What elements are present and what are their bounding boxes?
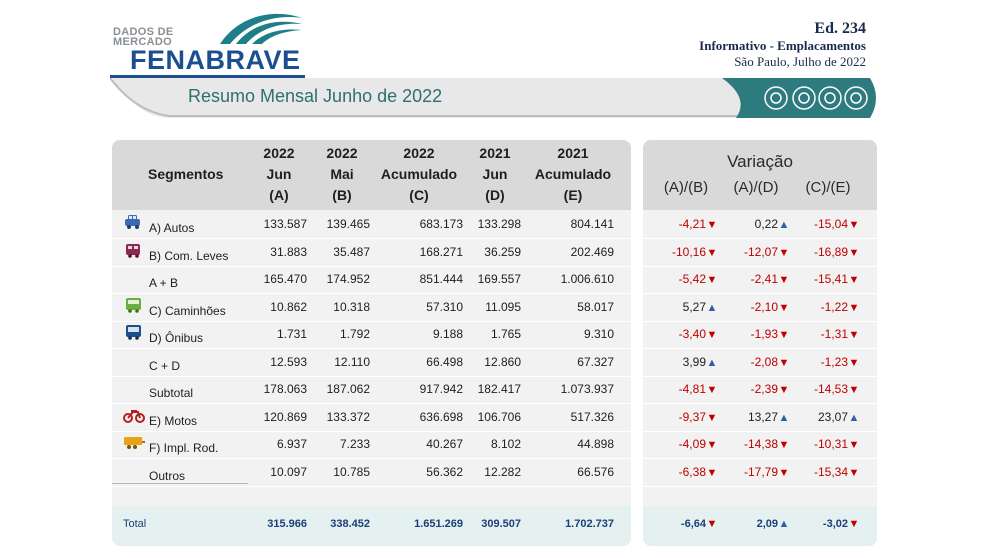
cell-value: 1.006.610 [560,272,614,286]
variation-value: -10,16▼ [671,245,718,259]
total-label: Total [123,518,147,530]
total-variation-value: -3,02▼ [822,518,860,530]
cell-value: 10.318 [333,300,370,314]
cell-value: 804.141 [570,217,614,231]
cell-value: 139.465 [326,217,370,231]
bus-icon [123,324,145,340]
arrow-down-icon: ▼ [848,439,860,451]
variation-value: -4,09▼ [678,437,718,451]
variation-value: -1,23▼ [820,355,860,369]
cell-value: 1.731 [276,327,307,341]
arrow-down-icon: ▼ [848,302,860,314]
segment-label: E) Motos [149,414,198,428]
variation-value: -2,41▼ [750,272,790,286]
total-value-d: 309.507 [481,518,521,530]
arrow-down-icon: ▼ [848,247,860,259]
variation-value: -15,41▼ [813,272,860,286]
arrow-down-icon: ▼ [848,219,860,231]
variation-value: -17,79▼ [743,465,790,479]
cell-value: 106.706 [477,410,521,424]
segment-label: C) Caminhões [149,304,226,318]
variation-value: -2,39▼ [750,382,790,396]
variation-value: -1,22▼ [820,300,860,314]
segment-label: D) Ônibus [149,331,204,345]
arrow-up-icon: ▲ [706,302,718,314]
variation-value: -4,81▼ [678,382,718,396]
variation-header-bg [643,140,877,210]
outros-separator [112,483,248,484]
segment-label: Subtotal [149,386,194,400]
cell-value: 169.557 [477,272,521,286]
column-header-c: 2022 Acumulado (C) [380,145,458,203]
cell-value: 1.073.937 [560,382,614,396]
arrow-down-icon: ▼ [778,439,790,451]
truck-icon [123,297,145,313]
cell-value: 8.102 [490,437,521,451]
variation-value: 3,99▲ [682,355,718,369]
cell-value: 517.326 [570,410,614,424]
variation-value: -2,10▼ [750,300,790,314]
place-date: São Paulo, Julho de 2022 [734,54,866,69]
cell-value: 12.860 [484,355,521,369]
cell-value: 202.469 [570,245,614,259]
cell-value: 182.417 [477,382,521,396]
variation-header-ce: (C)/(E) [805,179,851,196]
cell-value: 165.470 [263,272,307,286]
segment-label: B) Com. Leves [149,249,229,263]
trailer-icon [123,434,145,450]
logo-tagline-line1: DADOS DE [113,26,174,38]
cell-value: 133.372 [326,410,370,424]
cell-value: 168.271 [419,245,463,259]
variation-value: -1,31▼ [820,327,860,341]
arrow-down-icon: ▼ [706,219,718,231]
total-value-c: 1.651.269 [414,518,463,530]
variation-value: 13,27▲ [747,410,790,424]
edition-label: Ed. 234 [814,20,866,37]
total-value-a: 315.966 [267,518,307,530]
total-variation-value: -6,64▼ [680,518,718,530]
cell-value: 1.765 [490,327,521,341]
arrow-down-icon: ▼ [706,274,718,286]
variation-value: -4,21▼ [678,217,718,231]
arrow-up-icon: ▲ [848,412,860,424]
cell-value: 66.498 [426,355,463,369]
cell-value: 683.173 [419,217,463,231]
car-icon [123,214,145,230]
cell-value: 7.233 [339,437,370,451]
variation-header-ad: (A)/(D) [733,179,779,196]
variation-value: -15,34▼ [813,465,860,479]
variation-value: -3,40▼ [678,327,718,341]
column-header-d: 2021 Jun (D) [479,145,511,203]
arrow-down-icon: ▼ [706,247,718,259]
arrow-down-icon: ▼ [848,518,860,530]
cell-value: 56.362 [426,465,463,479]
arrow-down-icon: ▼ [848,384,860,396]
arrow-down-icon: ▼ [778,329,790,341]
variation-value: -1,93▼ [750,327,790,341]
cell-value: 57.310 [426,300,463,314]
arrow-down-icon: ▼ [778,357,790,369]
cell-value: 133.298 [477,217,521,231]
cell-value: 31.883 [270,245,307,259]
cell-value: 67.327 [577,355,614,369]
van-icon [123,242,145,258]
arrow-down-icon: ▼ [848,329,860,341]
variation-title: Variação [727,152,793,171]
cell-value: 12.110 [334,355,370,369]
logo-wordmark: FENABRAVE [130,45,301,75]
variation-value: -2,08▼ [750,355,790,369]
arrow-down-icon: ▼ [778,247,790,259]
arrow-up-icon: ▲ [778,412,790,424]
variation-value: -16,89▼ [813,245,860,259]
total-value-b: 338.452 [330,518,370,530]
segments-header: Segmentos [148,166,224,182]
segment-label: C + D [149,359,181,373]
cell-value: 187.062 [326,382,370,396]
cell-value: 174.952 [326,272,370,286]
logo-tagline [113,27,173,47]
arrow-down-icon: ▼ [706,384,718,396]
cell-value: 36.259 [484,245,521,259]
arrow-down-icon: ▼ [848,357,860,369]
cell-value: 133.587 [263,217,307,231]
segment-label: A) Autos [149,221,195,235]
variation-value: -5,42▼ [678,272,718,286]
variation-value: -14,53▼ [813,382,860,396]
cell-value: 917.942 [419,382,463,396]
segment-label: F) Impl. Rod. [149,441,219,455]
column-header-e: 2021 Acumulado (E) [534,145,612,203]
cell-value: 10.097 [270,465,307,479]
cell-value: 35.487 [333,245,370,259]
arrow-down-icon: ▼ [706,329,718,341]
cell-value: 10.862 [270,300,307,314]
cell-value: 10.785 [333,465,370,479]
arrow-down-icon: ▼ [706,412,718,424]
cell-value: 6.937 [276,437,307,451]
cell-value: 9.310 [583,327,614,341]
total-value-e: 1.702.737 [565,518,614,530]
variation-value: -9,37▼ [678,410,718,424]
motorcycle-icon [123,407,145,423]
cell-value: 12.282 [484,465,521,479]
cell-value: 11.095 [485,300,521,314]
variation-value: -14,38▼ [743,437,790,451]
variation-value: -6,38▼ [678,465,718,479]
arrow-down-icon: ▼ [848,274,860,286]
cell-value: 636.698 [419,410,463,424]
segment-label: Outros [149,469,186,483]
cell-value: 1.792 [339,327,370,341]
cell-value: 58.017 [577,300,614,314]
total-variation-value: 2,09▲ [756,518,790,530]
newsletter-title: Informativo - Emplacamentos [699,38,866,53]
cell-value: 40.267 [426,437,463,451]
logo-swoosh-icon [218,8,304,46]
variation-value: 23,07▲ [817,410,860,424]
variation-value: 0,22▲ [754,217,790,231]
variation-value: -15,04▼ [813,217,860,231]
arrow-down-icon: ▼ [778,467,790,479]
cell-value: 12.593 [270,355,307,369]
arrow-down-icon: ▼ [778,302,790,314]
arrow-up-icon: ▲ [778,219,790,231]
column-header-a: 2022 Jun (A) [263,145,295,203]
column-header-b: 2022 Mai (B) [326,145,358,203]
page-title: Resumo Mensal Junho de 2022 [188,86,443,106]
arrow-down-icon: ▼ [706,518,718,530]
arrow-up-icon: ▲ [778,518,790,530]
arrow-down-icon: ▼ [706,467,718,479]
arrow-down-icon: ▼ [778,274,790,286]
cell-value: 178.063 [263,382,307,396]
cell-value: 44.898 [577,437,614,451]
cell-value: 851.444 [419,272,463,286]
arrow-down-icon: ▼ [706,439,718,451]
variation-value: -12,07▼ [743,245,790,259]
arrow-up-icon: ▲ [706,357,718,369]
arrow-down-icon: ▼ [848,467,860,479]
variation-header-ab: (A)/(B) [663,179,709,196]
cell-value: 120.869 [263,410,307,424]
arrow-down-icon: ▼ [778,384,790,396]
variation-value: 5,27▲ [682,300,718,314]
cell-value: 9.188 [432,327,463,341]
cell-value: 66.576 [577,465,614,479]
segment-label: A + B [149,276,179,290]
logo-tagline-line2: MERCADO [113,36,172,48]
variation-value: -10,31▼ [813,437,860,451]
